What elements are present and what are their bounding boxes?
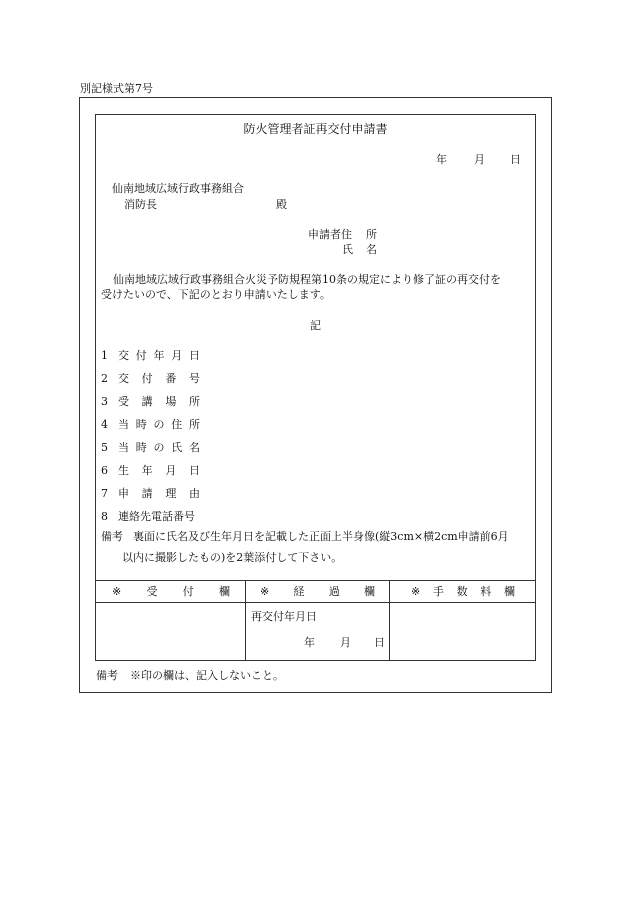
header-fee-char: 数 [456, 585, 468, 598]
item-label-char: 時 [135, 441, 147, 454]
header-progress [260, 586, 375, 597]
item-label-char: 日 [188, 464, 200, 477]
reissue-date-label: 再交付年月日 [251, 610, 317, 623]
table-divider-2 [389, 580, 390, 661]
header-progress-char: 欄 [363, 585, 375, 598]
applicant-name-label-end: 名 [366, 243, 377, 256]
header-fee-char: 手 [432, 585, 444, 598]
addressee-honorific: 殿 [276, 198, 287, 211]
item-number: 2 [101, 372, 108, 385]
item-number: 6 [101, 464, 108, 477]
body-text-line-2: 受けたいので、下記のとおり申請いたします。 [101, 288, 331, 301]
applicant-name-label: 氏 [342, 243, 353, 256]
date-month: 月 [474, 153, 485, 166]
item-label-char: 交 [118, 349, 129, 362]
item-number: 8 [101, 510, 108, 523]
item-label-char: 請 [141, 487, 153, 500]
footer-note-text: ※印の欄は、記入しないこと。 [130, 669, 284, 682]
header-progress-char: 過 [328, 585, 340, 598]
item-label [118, 373, 200, 384]
addressee-organization: 仙南地域広域行政事務組合 [112, 182, 244, 195]
item-label-char: 氏 [171, 441, 183, 454]
item-label-char: 年 [141, 464, 153, 477]
item-label-char: 付 [141, 372, 153, 385]
item-number: 4 [101, 418, 108, 431]
reissue-date-year: 年 [304, 636, 315, 649]
item-label [118, 419, 200, 430]
header-fee-char: 料 [480, 585, 492, 598]
item-label [118, 511, 200, 522]
date-year: 年 [436, 153, 447, 166]
item-label-char: 名 [189, 441, 200, 454]
item-label-char: 月 [165, 464, 177, 477]
table-divider-1 [245, 580, 246, 661]
item-label [118, 488, 200, 499]
item-label-char: の [153, 418, 165, 431]
header-fee [411, 586, 515, 597]
header-reception-char: 欄 [218, 585, 230, 598]
item-label-char: 場 [165, 395, 177, 408]
note-line-2: 以内に撮影したもの)を2葉添付して下さい。 [122, 551, 343, 564]
item-label-char: 所 [189, 418, 200, 431]
item-label-char: 号 [188, 372, 200, 385]
item-label-char: の [153, 441, 165, 454]
form-title: 防火管理者証再交付申請書 [243, 122, 388, 136]
item-label-char: 付 [135, 349, 147, 362]
body-text-line-1: 仙南地域広域行政事務組合火災予防規程第10条の規定により修了証の再交付を [113, 273, 501, 286]
addressee-position: 消防長 [124, 198, 157, 211]
item-label-char: 申 [118, 487, 129, 500]
note-line-1: 裏面に氏名及び生年月日を記載した正面上半身像(縦3cm×横2cm申請前6月 [133, 530, 509, 543]
item-label-char: 講 [141, 395, 153, 408]
item-label-char: 所 [188, 395, 200, 408]
item-number: 5 [101, 441, 108, 454]
item-label [118, 350, 200, 361]
item-label-char: 当 [118, 418, 129, 431]
applicant-address-label: 申請者住 [308, 228, 352, 241]
item-label-char: 連絡先電話番号 [118, 510, 195, 523]
item-number: 3 [101, 395, 108, 408]
inner-frame [95, 114, 536, 661]
note-label: 備考 [101, 530, 123, 543]
table-top-line [95, 580, 536, 581]
header-progress-char: ※ [260, 585, 270, 598]
item-label-char: 日 [189, 349, 200, 362]
table-header-line [95, 602, 536, 603]
reissue-date-day: 日 [374, 636, 385, 649]
form-number: 別記様式第7号 [80, 82, 153, 95]
date-day: 日 [510, 153, 521, 166]
item-label-char: 住 [171, 418, 183, 431]
item-label-char: 月 [171, 349, 183, 362]
item-number: 1 [101, 349, 108, 362]
ki-heading: 記 [310, 319, 321, 332]
item-label-char: 時 [135, 418, 147, 431]
item-number: 7 [101, 487, 108, 500]
item-label-char: 理 [165, 487, 177, 500]
item-label-char: 当 [118, 441, 129, 454]
header-fee-char: ※ [411, 585, 421, 598]
header-reception-char: 付 [182, 585, 194, 598]
header-fee-char: 欄 [503, 585, 515, 598]
applicant-address-label-end: 所 [366, 228, 377, 241]
item-label [118, 396, 200, 407]
item-label-char: 交 [118, 372, 129, 385]
item-label-char: 受 [118, 395, 129, 408]
item-label [118, 465, 200, 476]
item-label [118, 442, 200, 453]
item-label-char: 由 [188, 487, 200, 500]
header-progress-char: 経 [293, 585, 305, 598]
header-reception-char: 受 [146, 585, 158, 598]
header-reception [112, 586, 230, 597]
footer-note-label: 備考 [96, 669, 118, 682]
header-reception-char: ※ [112, 585, 122, 598]
item-label-char: 年 [153, 349, 165, 362]
reissue-date-month: 月 [340, 636, 351, 649]
item-label-char: 番 [165, 372, 177, 385]
item-label-char: 生 [118, 464, 129, 477]
